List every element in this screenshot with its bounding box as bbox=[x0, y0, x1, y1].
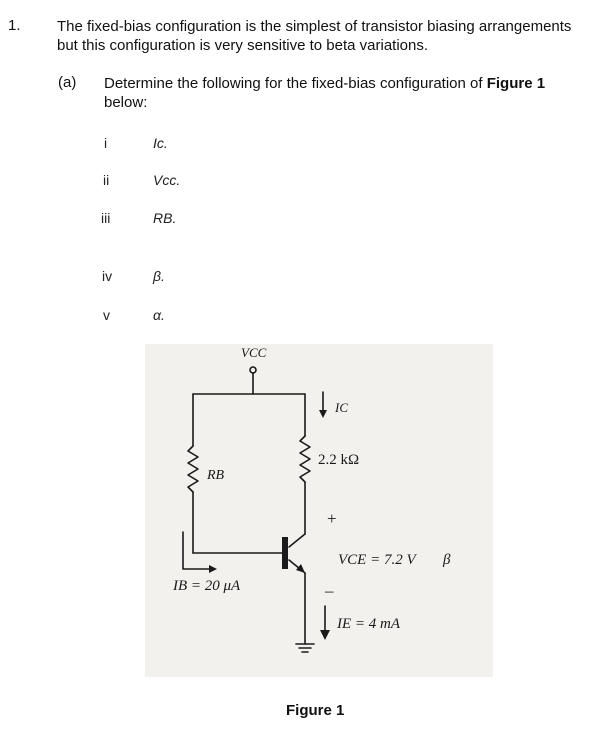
rb-label: RB bbox=[207, 468, 225, 483]
question-intro: The fixed-bias configuration is the simplest of transistor biasing arrangements but this configuration is very sensitive to beta variations. bbox=[57, 18, 572, 54]
item-number-i: i bbox=[104, 135, 108, 151]
ic-label: IC bbox=[335, 400, 348, 415]
item-number-iii: iii bbox=[101, 210, 111, 226]
subpart-text-before: Determine the following for the fixed-bias configuration of bbox=[104, 75, 487, 92]
item-value-rb: RB. bbox=[153, 210, 177, 226]
subpart-label: (a) bbox=[58, 74, 77, 91]
vce-label: VCE = 7.2 V bbox=[338, 552, 416, 568]
item-value-vcc: Vcc. bbox=[153, 172, 181, 188]
plus-sign: + bbox=[327, 509, 337, 528]
subpart-text bbox=[104, 74, 589, 112]
ib-label: IB = 20 μA bbox=[173, 578, 241, 594]
question-number: 1. bbox=[8, 17, 21, 34]
figure-panel bbox=[145, 344, 493, 677]
vcc-label: VCC bbox=[241, 345, 267, 360]
item-number-v: v bbox=[103, 307, 110, 323]
figure-reference: Figure 1 bbox=[486, 75, 546, 92]
circuit-diagram bbox=[145, 344, 493, 677]
transistor-base-bar bbox=[282, 537, 288, 569]
minus-sign: – bbox=[325, 581, 334, 600]
ie-label: IE = 4 mA bbox=[337, 616, 401, 632]
item-number-iv: iv bbox=[102, 268, 113, 284]
subpart-text-after: below: bbox=[104, 94, 148, 111]
item-value-beta: β. bbox=[153, 268, 165, 284]
figure-caption: Figure 1 bbox=[286, 702, 345, 719]
item-value-ic: Ic. bbox=[153, 135, 168, 151]
beta-label: β bbox=[443, 552, 451, 568]
item-value-alpha: α. bbox=[153, 307, 165, 323]
item-number-ii: ii bbox=[103, 172, 110, 188]
rc-label: 2.2 kΩ bbox=[318, 452, 360, 468]
